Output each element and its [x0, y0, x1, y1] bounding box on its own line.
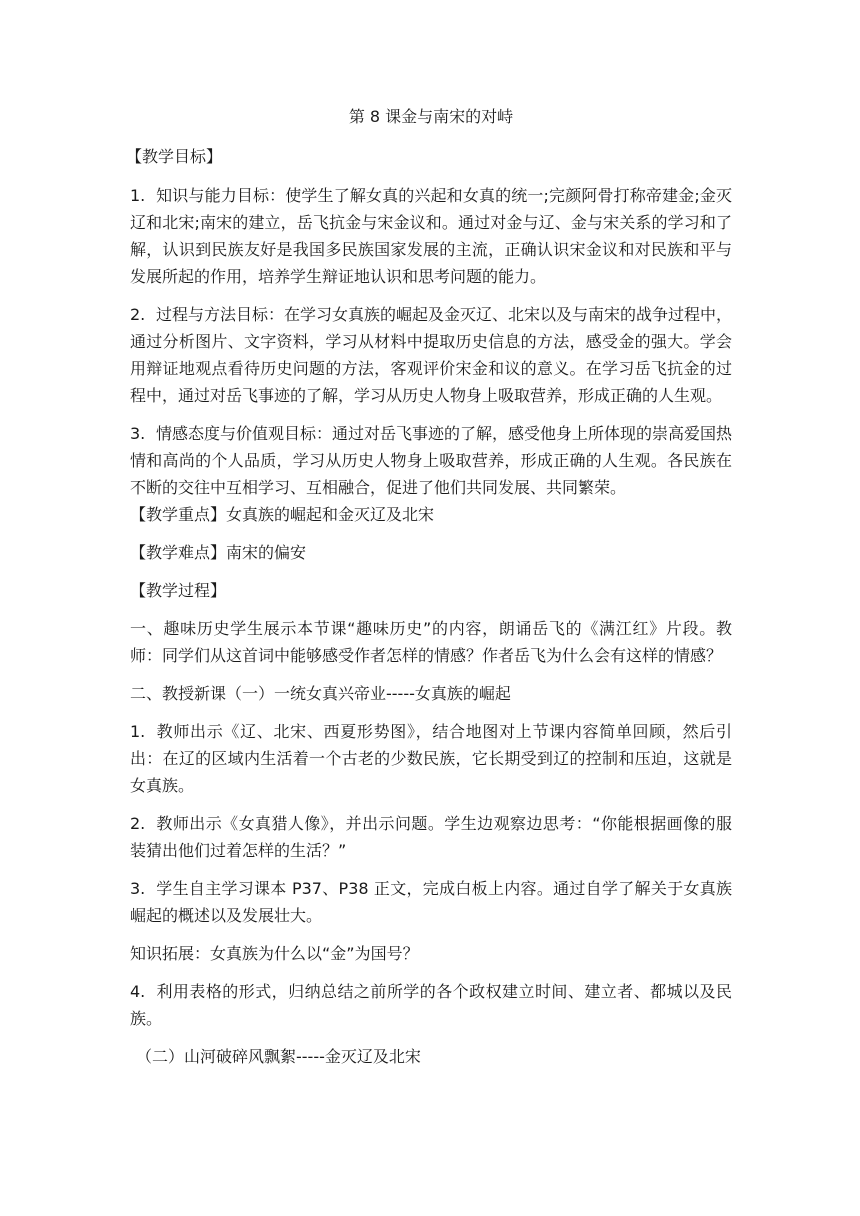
objective-1-text: 知识与能力目标：使学生了解女真的兴起和女真的统一;完颜阿骨打称帝建金;金灭辽和北宋;南宋的建立，岳飞抗金与宋金议和。通过对金与辽、金与宋关系的学习和了解，认识到民族友好是我国多民族国家发展的主流，正确认识宋金议和对民族和平与发展所起的作用，培养学生辩证地认识和思考问题的能力。	[130, 186, 732, 286]
objective-1	[130, 182, 732, 290]
step-2-number: 2.	[130, 814, 146, 833]
objective-3-number: 3.	[130, 424, 146, 443]
objective-3-text: 情感态度与价值观目标：通过对岳飞事迹的了解，感受他身上所体现的崇高爱国热情和高尚的个人品质，学习从历史人物身上吸取营养，形成正确的人生观。各民族在不断的交往中互相学习、互相融合，促进了他们共同发展、共同繁荣。	[130, 424, 733, 497]
objectives-heading: 【教学目标】	[126, 147, 223, 166]
objective-3	[130, 420, 732, 501]
step-2-text: 教师出示《女真猎人像》，并出示问题。学生边观察边思考：“你能根据画像的服装猜出他们过着怎样的生活？”	[130, 814, 732, 860]
knowledge-extension: 知识拓展：女真族为什么以“金”为国号？	[130, 944, 419, 963]
step-1-text: 教师出示《辽、北宋、西夏形势图》，结合地图对上节课内容简单回顾，然后引出：在辽的区域内生活着一个古老的少数民族，它长期受到辽的控制和压迫，这就是女真族。	[130, 722, 732, 795]
objective-2-number: 2.	[130, 305, 146, 324]
difficulty: 【教学难点】南宋的偏安	[130, 543, 307, 562]
step-3	[130, 875, 732, 929]
step-2	[130, 810, 732, 864]
step-3-number: 3.	[130, 879, 146, 898]
objective-2	[130, 301, 732, 409]
step-3-text: 学生自主学习课本 P37、P38 正文，完成白板上内容。通过自学了解关于女真族崛起的概述以及发展壮大。	[130, 879, 732, 925]
step-4	[130, 978, 732, 1032]
step-4-number: 4.	[130, 982, 146, 1001]
process-heading: 【教学过程】	[130, 581, 227, 600]
step-4-text: 利用表格的形式，归纳总结之前所学的各个政权建立时间、建立者、都城以及民族。	[130, 982, 732, 1028]
step-1	[130, 718, 732, 799]
part-1: 一、趣味历史学生展示本节课“趣味历史”的内容，朗诵岳飞的《满江红》片段。教师：同学们从这首词中能够感受作者怎样的情感？作者岳飞为什么会有这样的情感？	[130, 619, 732, 665]
objective-2-text: 过程与方法目标：在学习女真族的崛起及金灭辽、北宋以及与南宋的战争过程中，通过分析图片、文字资料，学习从材料中提取历史信息的方法，感受金的强大。学会用辩证地观点看待历史问题的方法，客观评价宋金和议的意义。在学习岳飞抗金的过程中，通过对岳飞事迹的了解，学习从历史人物身上吸取营养，形成正确的人生观。	[130, 305, 733, 405]
page-title: 第 8 课金与南宋的对峙	[348, 107, 514, 126]
objective-1-number: 1.	[130, 186, 146, 205]
step-1-number: 1.	[130, 722, 146, 741]
part-2: 二、教授新课（一）一统女真兴帝业-----女真族的崛起	[130, 684, 511, 703]
key-point: 【教学重点】女真族的崛起和金灭辽及北宋	[130, 505, 435, 524]
section-2-heading: （二）山河破碎风飘絮-----金灭辽及北宋	[136, 1047, 421, 1066]
